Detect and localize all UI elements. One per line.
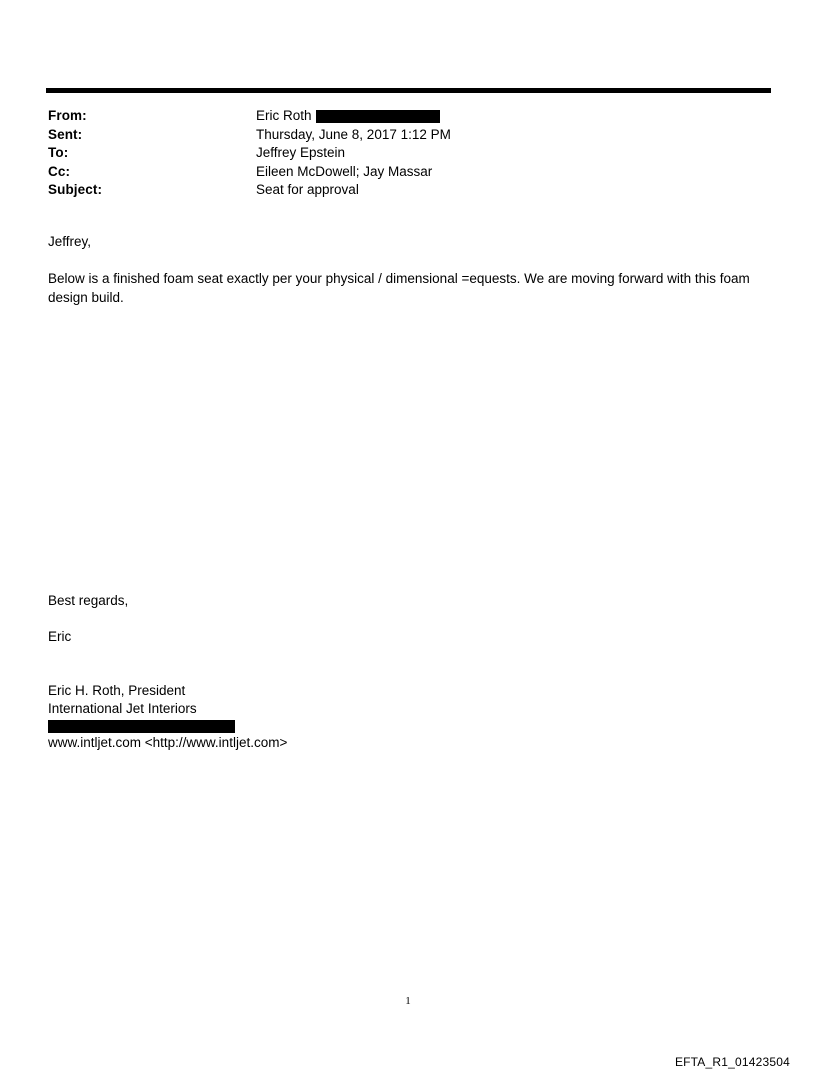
- page-number: 1: [405, 995, 411, 1007]
- closing: Best regards,: [48, 593, 129, 608]
- sent-value: Thursday, June 8, 2017 1:12 PM: [256, 126, 451, 142]
- email-header: [48, 107, 768, 200]
- from-row: [48, 107, 768, 126]
- sent-label: Sent:: [48, 126, 83, 142]
- document-id: EFTA_R1_01423504: [674, 1055, 790, 1069]
- sender-name: Eric: [48, 629, 72, 644]
- to-row: [48, 144, 768, 163]
- message-paragraph: Below is a finished foam seat exactly per your physical / dimensional =equests. We are moving forward with this foam design build.: [48, 271, 750, 305]
- subject-label: Subject:: [48, 182, 103, 197]
- signature-website[interactable]: www.intljet.com <http://www.intljet.com>: [48, 735, 288, 750]
- signature-name-title: Eric H. Roth, President: [48, 683, 186, 698]
- cc-row: [48, 163, 768, 182]
- header-divider: [46, 88, 771, 93]
- sent-row: [48, 126, 768, 145]
- greeting: Jeffrey,: [48, 234, 92, 249]
- cc-label: Cc:: [48, 163, 71, 179]
- signature-company: International Jet Interiors: [48, 700, 197, 716]
- subject-row: [48, 181, 768, 200]
- subject-value: Seat for approval: [256, 182, 359, 197]
- to-label: To:: [48, 145, 69, 160]
- from-value-wrap: [256, 107, 440, 126]
- from-label: From:: [48, 108, 87, 123]
- from-value: Eric Roth: [256, 108, 312, 123]
- redacted-email: [316, 110, 440, 123]
- to-value: Jeffrey Epstein: [256, 145, 346, 160]
- cc-value: Eileen McDowell; Jay Massar: [256, 163, 433, 179]
- signature-block: [48, 682, 287, 752]
- redacted-phone: [48, 720, 235, 733]
